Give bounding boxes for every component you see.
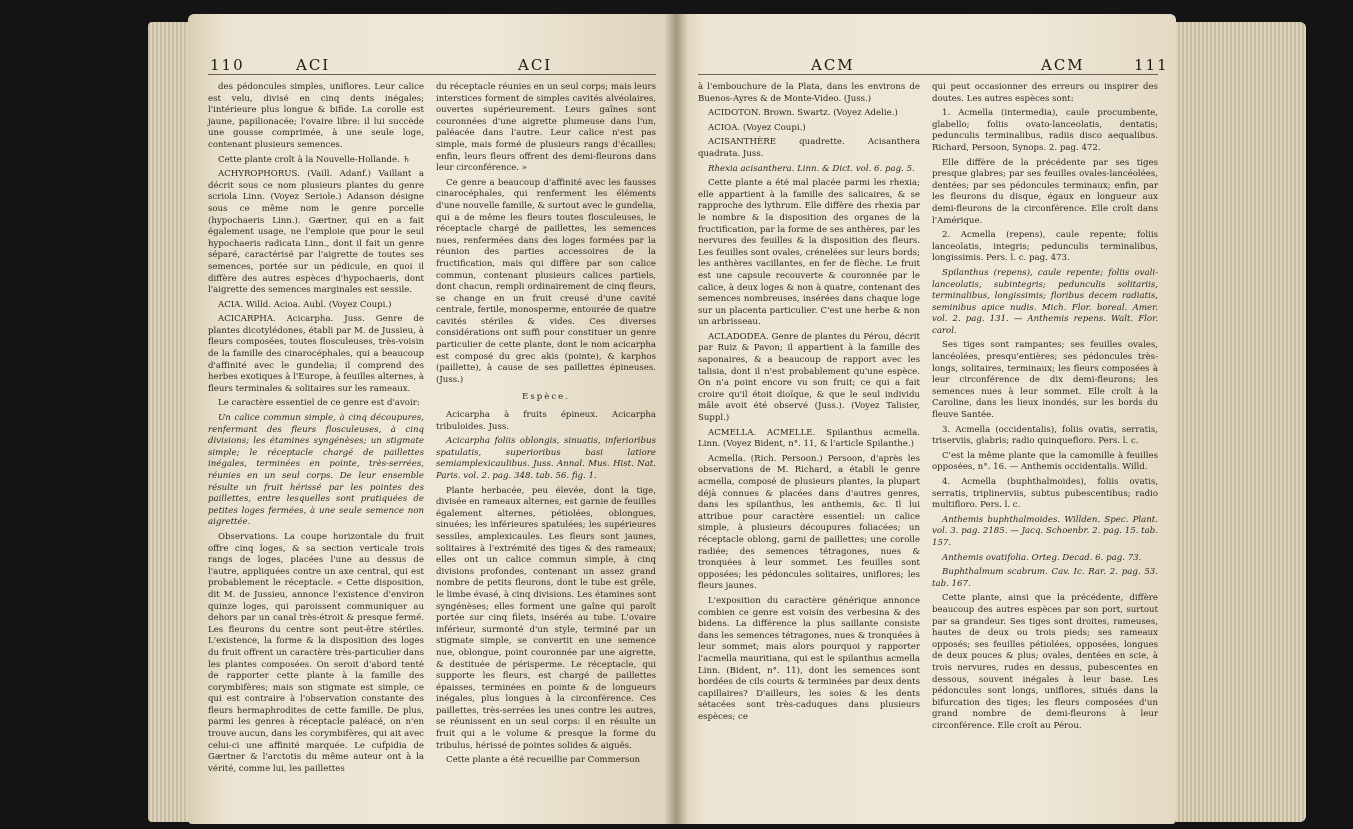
paragraph: Elle diffère de la précédente par ses tiges presque glabres; par ses feuilles ovales-lancéolées, dentées; par ses pédoncules terminaux; enfin, par les fleurons du disque, égaux en longueur aux demi-fleurons de la circonférence. Elle croît dans l'Amérique. (932, 157, 1158, 226)
left-page-number: 110 (210, 56, 245, 74)
left-running-head-col2: ACI (518, 56, 553, 74)
paragraph: Anthemis ovatifolia. Orteg. Decad. 6. pag. 73. (942, 552, 1142, 563)
paragraph: Buphthalmum scabrum. Cav. Ic. Rar. 2. pag. 53. tab. 167. (932, 567, 1158, 589)
paragraph: Cette plante a été recueillie par Commerson (446, 755, 641, 766)
right-column-1 (698, 82, 920, 726)
right-page (676, 14, 1176, 824)
paragraph: Cette plante a été mal placée parmi les rhexia; elle appartient à la famille des salicaires, & se rapproche des lythrum. Elle diffère des rhexia par le nombre & la disposition des organes de la fructification, par la forme de ses anthères, par les nervures des feuilles & la disposition des fleurs. Les feuilles sont ovales, crénelées sur leurs bords; les anthères vacillantes, en fer de flèche. Le fruit est une capsule recouverte & couronnée par le calice, à deux loges & non à quatre, contenant des semences nombreuses, insérées dans chaque loge sur un placenta particulier. C'est une herbe & non un arbrisseau. (698, 178, 920, 328)
paragraph: Plante herbacée, peu élevée, dont la tige, divisée en rameaux alternes, est garnie de feuilles également alternes, pétiolées, oblongues, sinuées; les inférieures spatulées; les supérieures sessiles, amplexicaules. Les fleurs sont jaunes, solitaires à l'extrémité des tiges & des rameaux; elles ont un calice commun simple, à cinq divisions profondes, contenant un assez grand nombre de petits fleurons, dont le tube est grêle, le limbe évasé, à cinq divisions. Les étamines sont syngénèses; elles forment une gaîne qui paroît portée sur cinq filets, insérés au tube. L'ovaire inférieur, surmonté d'un style, terminé par un stigmate simple, se convertit en une semence nue, oblongue, point couronnée par une aigrette, & destituée de périsperme. Le réceptacle, qui supporte les fleurs, est chargé de paillettes épaisses, terminées en pointe & de longueurs inégales, plus longues à la circonférence. Ces paillettes, très-serrées les unes contre les autres, se réunissent en un seul corps: il en résulte un fruit qui a le volume & presque la forme du tribulus, hérissé de pointes solides & aiguës. (436, 485, 656, 751)
paragraph: ACISANTHÈRE quadrette. Acisanthera quadrata. Juss. (698, 137, 920, 159)
paragraph: Ce genre a beaucoup d'affinité avec les fausses cinarocéphales, qui renferment les éléments d'une nouvelle famille, & surtout avec le gundelia, qui a de même les fleurs toutes flosculeuses, le réceptacle chargé de paillettes, les semences nues, renfermées dans des loges formées par la réunion des parties accessoires de la fructification, mais qui diffère par son calice commun, contenant plusieurs calices partiels, dont chacun, rempli ordinairement de cinq fleurs, se change en un fruit creusé d'une cavité centrale, fertile, monosperme, entourée de quatre cavités stériles & vides. Ces diverses considérations ont suffi pour constituer un genre particulier de cette plante, dont le nom acicarpha est composé du grec akis (pointe), & karphos (paillette), à cause de ses paillettes épineuses. (Juss.) (436, 177, 656, 385)
paragraph: ACHYROPHORUS. (Vaill. Adanf.) Vaillant a décrit sous ce nom plusieurs plantes du genre scriola Linn. (Voyez Seriole.) Adanson désigne sous ce même nom le genre porcelle (hypochaeris Linn.). Gærtner, qui en a fait également usage, ne l'emploie que pour le seul hypochaeris radicata Linn., dont il fait un genre séparé, caractérisé par l'aigrette de toutes ses semences, portée sur un pédicule, en quoi il diffère des autres espèces d'hypochaeris, dont l'aigrette des semences marginales est sessile. (208, 169, 424, 296)
paragraph: Un calice commun simple, à cinq découpures, renfermant des fleurs flosculeuses, à cinq divisions; les étamines syngénèses; un stigmate simple; le réceptacle chargé de paillettes inégales, terminées en pointe, très-serrées, réunies en un seul corps. De leur ensemble résulte un fruit hérissé par les pointes des paillettes, entre lesquelles sont pratiquées de petites loges fermées, à une seule semence non aigrettée. (208, 413, 424, 528)
paragraph: du réceptacle réunies en un seul corps; mais leurs interstices forment de simples cavités alvéolaires, ouvertes supérieurement. Leurs gaînes sont couronnées d'une aigrette plumeuse dans l'un, paléacée dans l'autre. Leur calice n'est pas simple, mais formé de plusieurs rangs d'écailles; enfin, leurs fleurs offrent des demi-fleurons dans leur circonférence. » (436, 82, 656, 174)
paragraph: C'est la même plante que la camomille à feuilles opposées, n°. 16. — Anthemis occidentalis. Willd. (932, 450, 1158, 473)
paragraph: qui peut occasionner des erreurs ou inspirer des doutes. Les autres espèces sont: (932, 82, 1158, 104)
open-book (8, 14, 1348, 824)
paragraph: Anthemis buphthalmoides. Willden. Spec. Plant. vol. 3. pag. 2185. — Jacq. Schoenbr. 2. pag. 15. tab. 157. (932, 514, 1158, 548)
left-column-1 (208, 82, 424, 778)
book-gutter (664, 14, 688, 824)
paragraph: Cette plante, ainsi que la précédente, diffère beaucoup des autres espèces par son port, surtout par sa grandeur. Ses tiges sont droites, rameuses, hautes de deux ou trois pieds; ses rameaux opposés; ses feuilles pétiolées, opposées, longues de deux pouces & plus; ovales, dentées en scie, à trois nervures, rudes en dessus, pubescentes en dessous, souvent inégales à leur base. Les pédoncules sont longs, uniflores, situés dans la bifurcation des tiges; les fleurs composées d'un grand nombre de demi-fleurons à leur circonférence. Elle croît au Pérou. (932, 593, 1158, 731)
left-page (188, 14, 676, 824)
left-running-head-col1: ACI (296, 56, 331, 74)
paragraph: ACIDOTON. Brown. Swartz. (Voyez Adelie.) (708, 108, 898, 119)
right-page-number: 111 (1134, 56, 1169, 74)
paragraph: Acmella. (Rich. Persoon.) Persoon, d'après les observations de M. Richard, a établi le genre acmella, composé de plusieurs plantes, la plupart déjà connues & placées dans d'autres genres, dans les spilanthus, les anthemis, &c. Il lui attribue pour caractère essentiel: un calice simple, à plusieurs découpures foliacées; un réceptacle oblong, garni de paillettes; une corolle radiée; des semences tétragones, nues & tronquées à leur sommet. Les feuilles sont opposées; les pédoncules solitaires, uniflores; les fleurs jaunes. (698, 453, 920, 592)
right-page-stack (1176, 22, 1306, 822)
right-running-head-col2: ACM (1041, 56, 1085, 74)
left-column-2 (436, 82, 656, 770)
paragraph: 1. Acmella (intermedia), caule procumbente, glabello; foliis ovato-lanceolatis, dentatis; pedunculis terminalibus, radiis disco aequalibus. Richard, Persoon, Synops. 2. pag. 472. (932, 108, 1158, 153)
paragraph: 3. Acmella (occidentalis), foliis ovatis, serratis, triserviis, glabris; radio quinquefloro. Pers. l. c. (932, 424, 1158, 447)
paragraph: ACICARPHA. Acicarpha. Juss. Genre de plantes dicotylédones, établi par M. de Jussieu, à fleurs composées, toutes flosculeuses, très-voisin de la famille des cinarocéphales, qui a beaucoup d'affinité avec le gundelia; il comprend des herbes exotiques à l'Europe, à feuilles alternes, à fleurs terminales & solitaires sur les rameaux. (208, 314, 424, 394)
paragraph: ACLADODEA. Genre de plantes du Pérou, décrit par Ruiz & Pavon; il appartient à la famille des saponaires, & a beaucoup de rapport avec les talisia, dont il n'est probablement qu'une espèce. On n'a point encore vu son fruit; ce qui a fait croire qu'il étoit dioïque, & que le seul individu mâle avoit été observé (Juss.). (Voyez Talisier, Suppl.) (698, 331, 920, 424)
paragraph: ACIOA. (Voyez Coupi.) (708, 122, 806, 133)
paragraph: 4. Acmella (buphthalmoides), foliis ovatis, serratis, triplinerviis, subtus pubescentibus; radio multifloro. Pers. l. c. (932, 477, 1158, 511)
paragraph: Acicarpha foliis oblongis, sinuatis, inferioribus spatulatis, superioribus basi latiore semiamplexicaulibus. Juss. Annal. Mus. Hist. Nat. Paris. vol. 2. pag. 348. tab. 56. fig. 1. (436, 436, 656, 481)
paragraph: ACIA. Willd. Acioa. Aubl. (Voyez Coupi.) (218, 299, 392, 310)
paragraph: ACMELLA. ACMELLE. Spilanthus acmella. Linn. (Voyez Bident, n°. 11, & l'article Spilanthe.) (698, 427, 920, 450)
paragraph: Rhexia acisanthera. Linn. & Dict. vol. 6. pag. 5. (708, 163, 915, 174)
paragraph: Le caractère essentiel de ce genre est d'avoir: (218, 398, 420, 409)
right-running-head-col1: ACM (811, 56, 855, 74)
paragraph: à l'embouchure de la Plata, dans les environs de Buenos-Ayres & de Monte-Video. (Juss.) (698, 82, 920, 104)
paragraph: Observations. La coupe horizontale du fruit offre cinq loges, & sa section verticale trois rangs de loges, placées l'une au dessus de l'autre, appliquées contre un axe central, qui est probablement le réceptacle. « Cette disposition, dit M. de Jussieu, annonce l'existence d'environ quinze loges, qui paroissent communiquer au dehors par un canal très-étroit & presque fermé. Les fleurons du centre sont peut-être stériles. L'existence, la forme & la disposition des loges du fruit offrent un caractère très-particulier dans les plantes composées. On seroit d'abord tenté de rapporter cette plante à la famille des corymbifères; mais son stigmate est simple, ce qui est contraire à l'observation constante des fleurs hermaphrodites de cette famille. De plus, parmi les genres à réceptacle paléacé, on n'en trouve aucun, dans les corymbifères, qui ait avec celui-ci une affinité marquée. Le cufpidia de Gærtner & l'arctotis du même auteur ont à la vérité, comme lui, les paillettes (208, 531, 424, 774)
paragraph: 2. Acmella (repens), caule repente; foliis lanceolatis, integris; pedunculis terminalibus, longissimis. Pers. l. c. pag. 473. (932, 230, 1158, 264)
right-header-rule (698, 74, 1158, 75)
paragraph: Spilanthus (repens), caule repente; foliis ovali-lanceolatis, subintegris; pedunculis solitariis, terminalibus, longissimis; floribus decem radiatis, seminibus apice nudis. Mich. Flor. boreal. Amer. vol. 2. pag. 131. — Anthemis repens. Walt. Flor. carol. (932, 267, 1158, 336)
paragraph: Acicarpha à fruits épineux. Acicarpha tribuloides. Juss. (436, 410, 656, 432)
paragraph: des pédoncules simples, uniflores. Leur calice est velu, divisé en cinq dents inégales; l'intérieure plus longue & bifide. La corolle est jaune, papilionacée; l'ovaire libre: il lui succède une gousse comprimée, à une seule loge, contenant plusieurs semences. (208, 82, 424, 150)
paragraph: Ses tiges sont rampantes; ses feuilles ovales, lancéolées, presqu'entières; ses pédoncules très-longs, solitaires, terminaux; les fleurs composées à leur circonférence de dix demi-fleurons; les semences nues à leur sommet. Elle croît à la Caroline, dans les lieux inondés, sur les bords du fleuve Santée. (932, 340, 1158, 421)
left-header-rule (208, 74, 656, 75)
left-page-stack (148, 22, 190, 822)
section-heading: Espèce. (522, 392, 570, 403)
paragraph: L'exposition du caractère générique annonce combien ce genre est voisin des verbesina & des bidens. La différence la plus saillante consiste dans les semences tétragones, nues & tronquées à leur sommet; mais alors pourquoi y rapporter l'acmella mauritiana, qui est le spilanthus acmella Linn. (Bident, n°. 11), dont les semences sont bordées de cils courts & terminées par deux dents capillaires? D'ailleurs, les soies & les dents sétacées sont très-caduques dans plusieurs espèces; ce (698, 595, 920, 722)
paragraph: Cette plante croît à la Nouvelle-Hollande. ♄ (218, 154, 411, 165)
right-column-2 (932, 82, 1158, 735)
